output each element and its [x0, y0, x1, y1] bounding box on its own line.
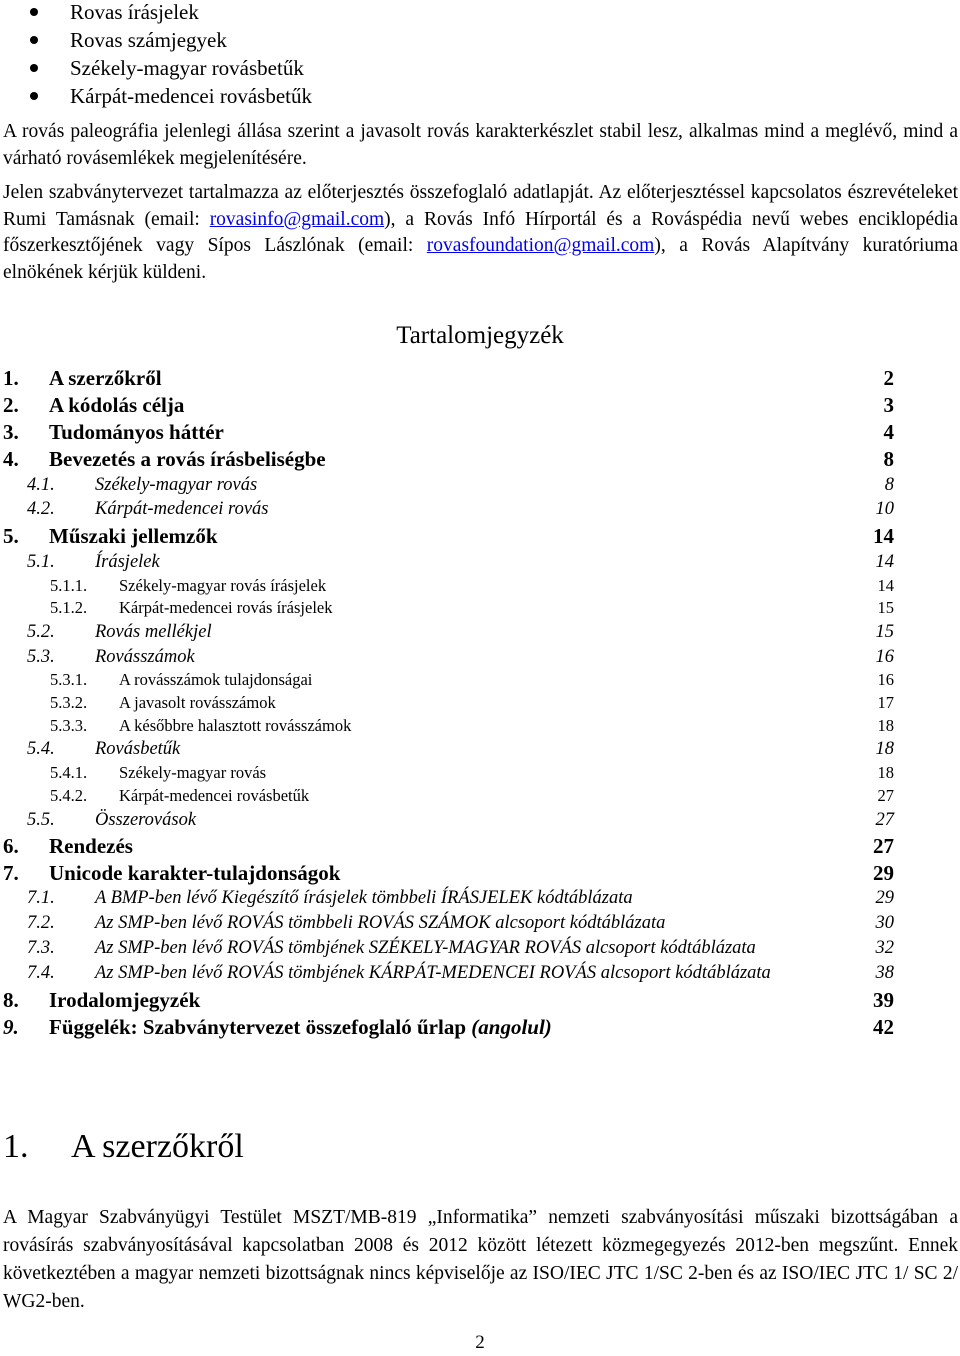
toc-entry-page: 8	[883, 447, 894, 471]
email-link-rovasfoundation[interactable]: rovasfoundation@gmail.com	[426, 235, 655, 256]
toc-entry-page: 39	[873, 988, 894, 1012]
toc-entry-page: 14	[877, 576, 894, 595]
bullet-icon	[30, 92, 38, 100]
submission-paragraph	[3, 180, 958, 286]
toc-entry-number: 7.4.	[27, 963, 55, 983]
toc-entry-title: Irodalomjegyzék	[49, 988, 201, 1012]
list-item-text: Rovas írásjelek	[70, 0, 199, 24]
bullet-icon	[30, 36, 38, 44]
toc-entry-title: Székely-magyar rovás	[95, 475, 258, 495]
toc-entry-number: 5.1.2.	[50, 598, 88, 617]
toc-entry-title: Írásjelek	[95, 552, 160, 572]
toc-entry-title-text: Függelék: Szabványtervezet összefoglaló űrlap	[49, 1015, 467, 1039]
toc-entry-title: A BMP-ben lévő Kiegészítő írásjelek tömbbeli ÍRÁSJELEK kódtáblázata	[95, 888, 633, 908]
toc-entry-number: 7.3.	[27, 938, 55, 958]
toc-entry-page: 29	[875, 888, 894, 908]
toc-entry-page: 2	[883, 366, 894, 390]
toc-entry-title: Rovás mellékjel	[95, 622, 212, 642]
toc-entry-title: Műszaki jellemzők	[49, 524, 218, 548]
toc-entry-title: Rendezés	[49, 834, 133, 858]
toc-entry-title: Kárpát-medencei rovás írásjelek	[119, 598, 333, 617]
toc-entry-number: 5.3.2.	[50, 693, 88, 712]
toc-entry-title	[49, 1014, 552, 1040]
bullet-icon	[30, 8, 38, 16]
toc-entry-page: 27	[873, 834, 894, 858]
toc-entry-page: 32	[875, 938, 894, 958]
toc-entry-number: 2.	[3, 393, 19, 417]
toc-entry-number: 3.	[3, 420, 19, 444]
toc-entry-page: 30	[875, 913, 894, 933]
toc-entry-title: A szerzőkről	[49, 366, 162, 390]
section-number: 1.	[3, 1128, 29, 1165]
toc-entry-number: 4.1.	[27, 475, 55, 495]
toc-entry-page: 42	[873, 1015, 894, 1039]
toc-entry-number: 5.5.	[27, 810, 55, 830]
toc-entry-title: Rovásbetűk	[95, 739, 181, 759]
toc-entry-number: 7.	[3, 861, 19, 885]
toc-entry-page: 8	[884, 475, 894, 495]
toc-entry-page: 18	[877, 763, 894, 782]
toc-entry-title: A javasolt rovásszámok	[119, 693, 276, 712]
toc-entry-page: 15	[877, 598, 894, 617]
toc-entry-number: 7.2.	[27, 913, 55, 933]
toc-entry-number: 5.3.3.	[50, 716, 88, 735]
toc-entry-page: 14	[875, 552, 894, 572]
toc-entry-title: Rovásszámok	[95, 647, 195, 667]
toc-entry-title: Kárpát-medencei rovásbetűk	[119, 786, 310, 805]
email-link-rovasinfo[interactable]: rovasinfo@gmail.com	[209, 208, 385, 230]
toc-entry-title: Az SMP-ben lévő ROVÁS tömbjének KÁRPÁT-MEDENCEI ROVÁS alcsoport kódtáblázata	[95, 963, 771, 983]
toc-entry-title: Unicode karakter-tulajdonságok	[49, 861, 341, 885]
toc-entry-page: 3	[883, 393, 894, 417]
toc-entry-number: 5.1.	[27, 552, 55, 572]
toc-title: Tartalomjegyzék	[396, 322, 564, 349]
page-number: 2	[475, 1332, 485, 1353]
toc-entry-number: 8.	[3, 988, 19, 1012]
paragraph-text: Jelen szabványtervezet tartalmazza az előterjesztés összefoglaló adatlapját. Az előterjesztéssel kapcsolatos észrevételeket Rumi Tamásnak (email:	[3, 182, 958, 230]
toc-entry-number: 5.1.1.	[50, 576, 88, 595]
toc-entry-page: 27	[877, 786, 894, 805]
toc-entry-number: 5.3.1.	[50, 670, 88, 689]
toc-entry-title: A rovásszámok tulajdonságai	[119, 670, 313, 689]
toc-entry-page: 27	[875, 810, 894, 830]
section-body: A Magyar Szabványügyi Testület MSZT/MB-819 „Informatika” nemzeti szabványosítási műszaki bizottságában a rovásírás szabványosításával kapcsolatban 2008 és 2012 között létezett közmegegyezés 2012-ben megszűnt. Ennek következtében a magyar nemzeti bizottságnak nincs képviselője az ISO/IEC JTC 1/SC 2-ben és az ISO/IEC JTC 1/ SC 2/ WG2-ben.	[3, 1207, 958, 1312]
toc-entry-title: A későbbre halasztott rovásszámok	[119, 716, 352, 735]
toc-entry-number: 4.	[3, 447, 19, 471]
toc-entry-page: 14	[873, 524, 894, 548]
toc-entry-page: 18	[875, 739, 894, 759]
toc-entry-page: 18	[877, 716, 894, 735]
toc-entry-number: 5.4.2.	[50, 786, 88, 805]
toc-entry-title-italic: (angolul)	[471, 1015, 552, 1039]
bullet-icon	[30, 64, 38, 72]
toc-entry-number: 1.	[3, 366, 19, 390]
toc-entry-title: Összerovások	[95, 810, 197, 830]
list-item-text: Kárpát-medencei rovásbetűk	[70, 84, 312, 108]
section-title: A szerzőkről	[71, 1128, 244, 1165]
list-item-text: Székely-magyar rovásbetűk	[70, 56, 304, 80]
toc-entry-number: 5.4.1.	[50, 763, 88, 782]
intro-paragraph: A rovás paleográfia jelenlegi állása szerint a javasolt rovás karakterkészlet stabil lesz, alkalmas mind a meglévő, mind a várható rovásemlékek megjelenítésére.	[3, 121, 958, 169]
list-item-text: Rovas számjegyek	[70, 28, 227, 52]
toc-entry-page: 10	[875, 499, 894, 519]
toc-entry-title: Kárpát-medencei rovás	[95, 499, 269, 519]
toc-entry-page: 15	[875, 622, 894, 642]
toc-entry-page: 16	[875, 647, 894, 667]
toc-entry-title: Az SMP-ben lévő ROVÁS tömbjének SZÉKELY-MAGYAR ROVÁS alcsoport kódtáblázata	[95, 938, 756, 958]
toc-entry-number: 5.4.	[27, 739, 55, 759]
toc-entry-page: 4	[883, 420, 894, 444]
toc-entry-title: A kódolás célja	[49, 393, 185, 417]
toc-entry-title: Bevezetés a rovás írásbeliségbe	[49, 447, 326, 471]
toc-entry-number: 5.3.	[27, 647, 55, 667]
toc-entry-page: 38	[875, 963, 894, 983]
toc-entry-number: 7.1.	[27, 888, 55, 908]
toc-entry-number: 5.2.	[27, 622, 55, 642]
toc-entry-title: Székely-magyar rovás	[119, 763, 267, 782]
toc-entry-page: 17	[877, 693, 894, 712]
toc-entry-number: 9.	[3, 1015, 19, 1039]
toc-entry-title: Az SMP-ben lévő ROVÁS tömbbeli ROVÁS SZÁMOK alcsoport kódtáblázata	[95, 913, 666, 933]
toc-entry-page: 16	[877, 670, 894, 689]
paragraph-text: ), a Rovás Infó Hírportál és a Rováspédia nevű webes enciklopédia főszerkesztőjének vagy Sípos Lászlónak (email:	[3, 208, 958, 256]
toc-entry-number: 5.	[3, 524, 19, 548]
paragraph-text: ), a Rovás Alapítvány kuratóriuma elnökének kérjük küldeni.	[3, 235, 958, 283]
toc-entry-number: 4.2.	[27, 499, 55, 519]
toc-entry-number: 6.	[3, 834, 19, 858]
toc-entry-title: Székely-magyar rovás írásjelek	[119, 576, 327, 595]
toc-entry-title: Tudományos háttér	[49, 420, 224, 444]
toc-entry-page: 29	[873, 861, 894, 885]
